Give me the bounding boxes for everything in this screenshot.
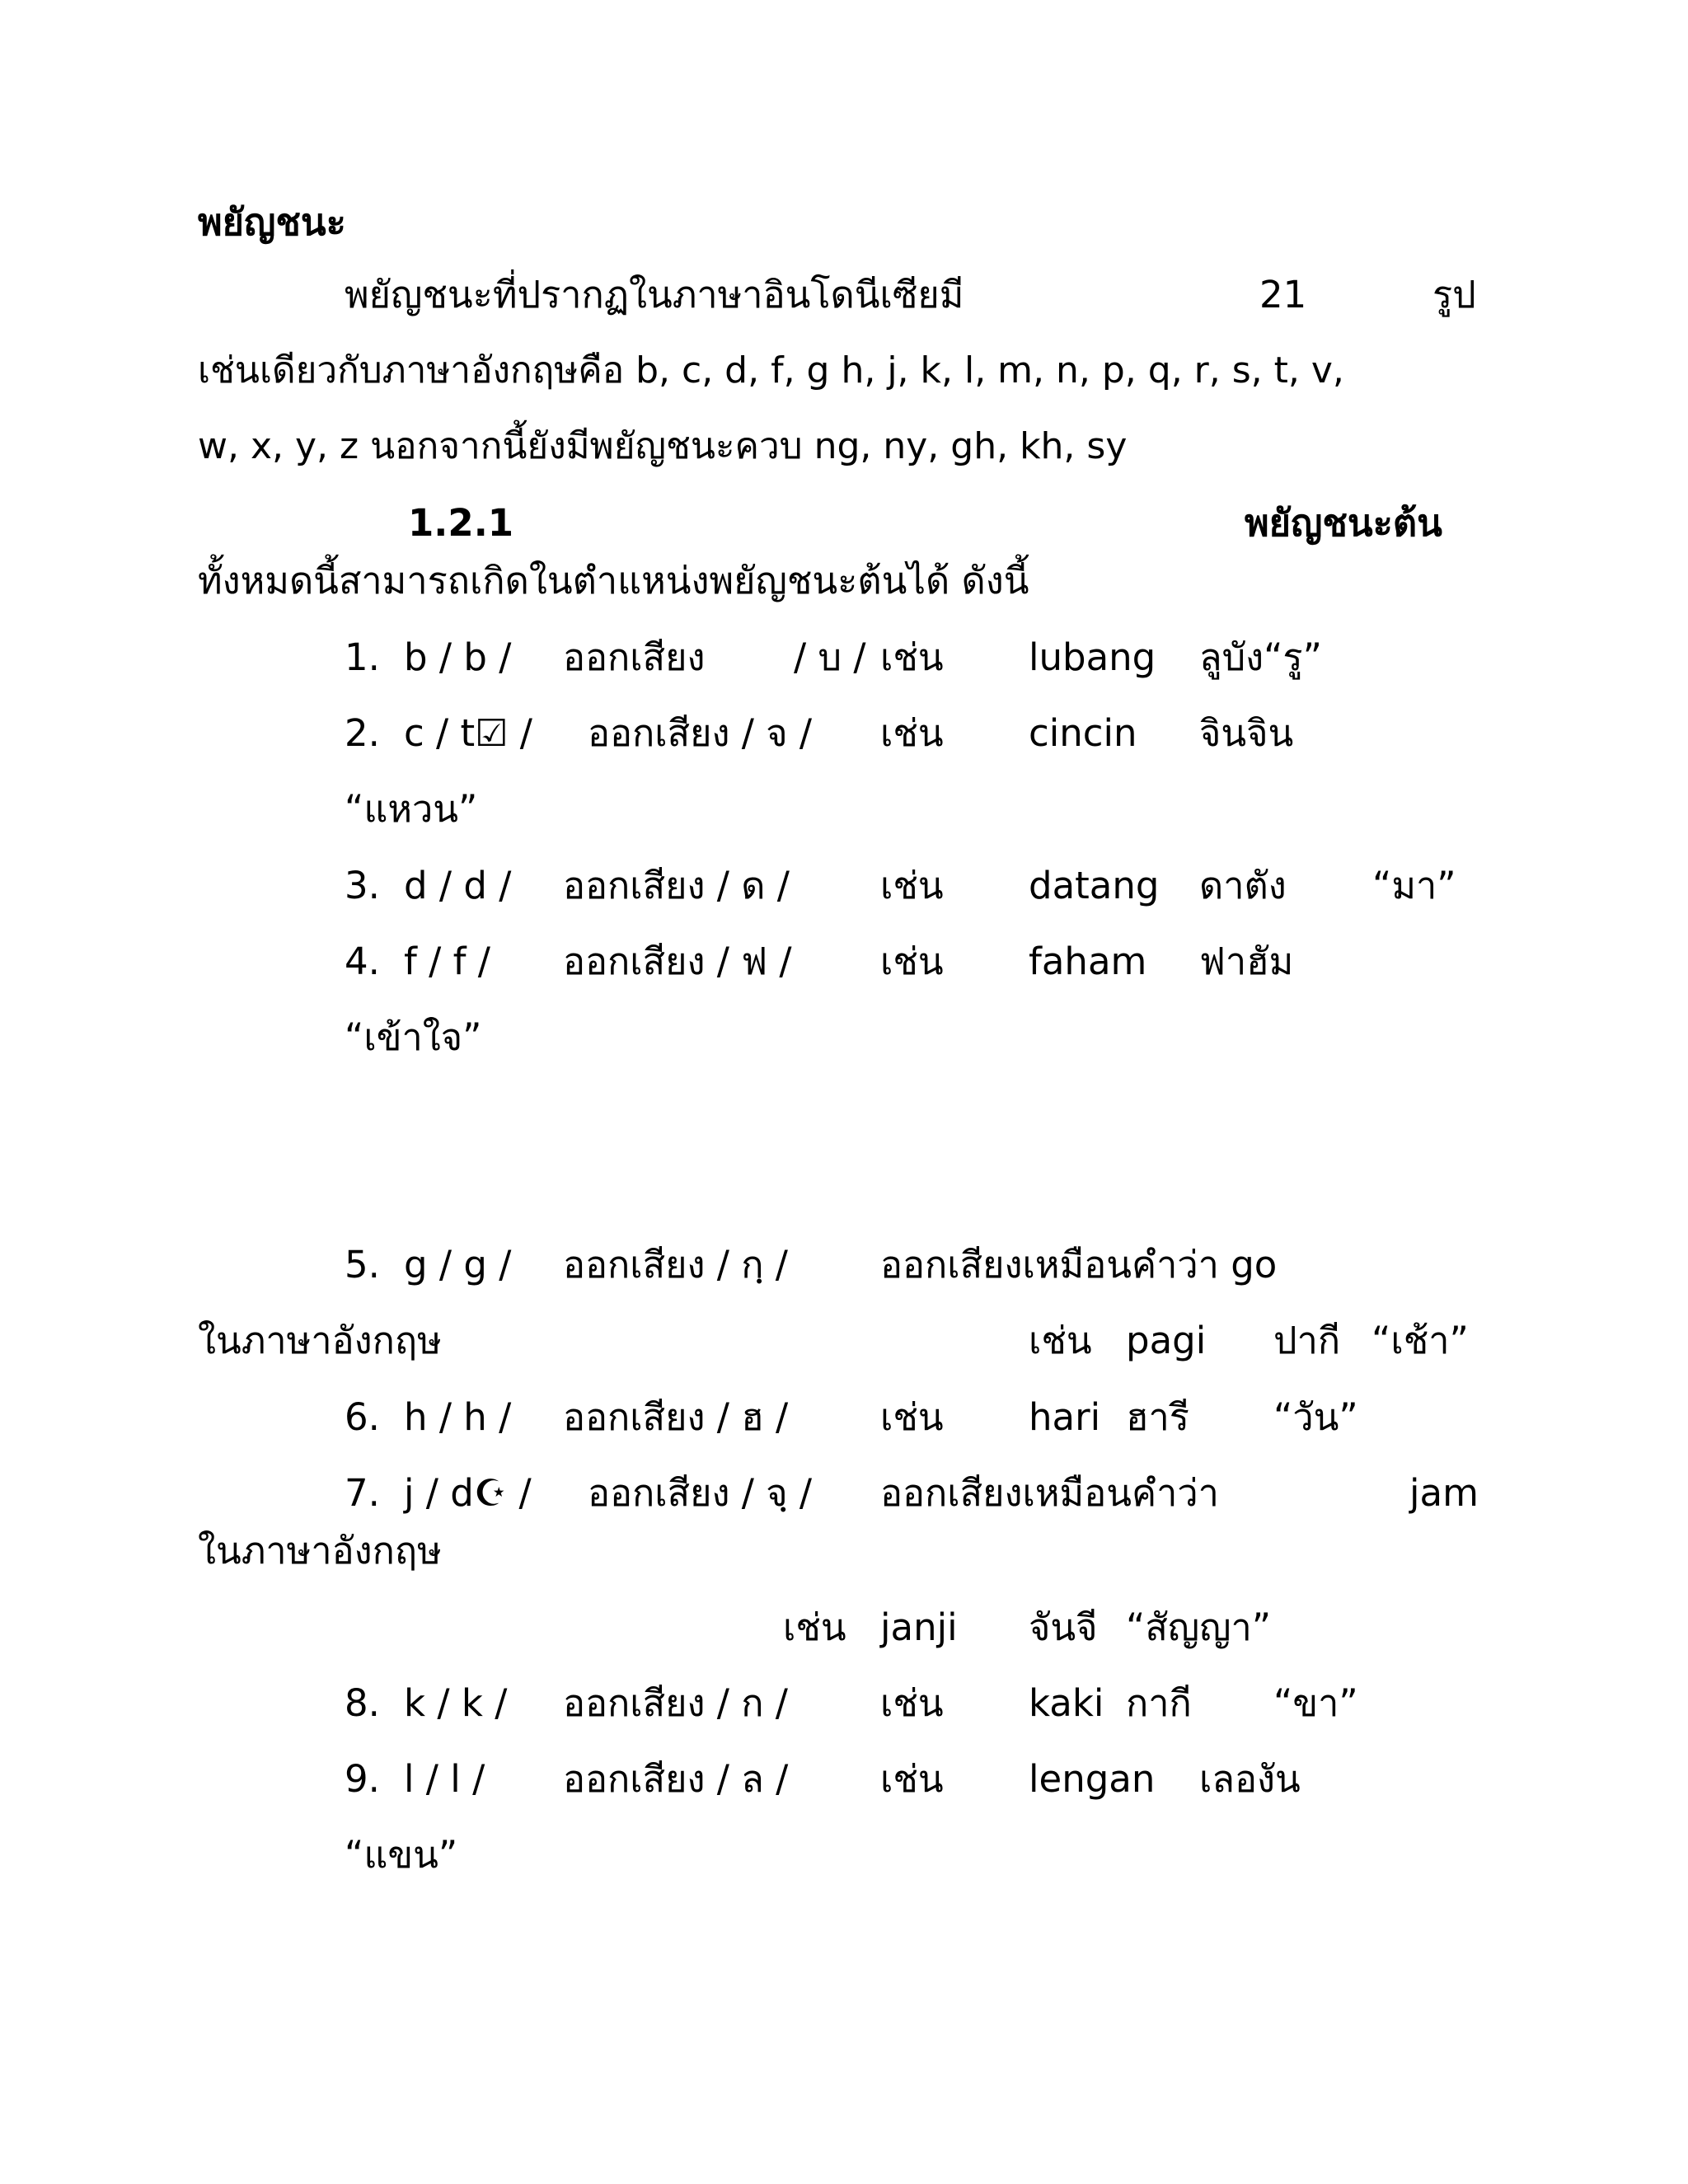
item-example-label: เช่น [880, 940, 944, 983]
item-letter: c / t☑ / [404, 711, 532, 755]
item-number: 1. [345, 635, 380, 679]
item-reading: ฟาฮัม [1199, 940, 1294, 983]
item-pronounce: ออกเสียง / จ / [588, 711, 813, 755]
item-word: pagi [1126, 1319, 1207, 1362]
item-word: kaki [1029, 1681, 1104, 1725]
item-note: ออกเสียงเหมือนคำว่า [880, 1471, 1219, 1515]
item-language: ในภาษาอังกฤษ [198, 1319, 442, 1362]
item-pronounce: ออกเสียง [563, 635, 706, 679]
item-word: hari [1029, 1395, 1101, 1439]
item-letter: d / d / [404, 864, 512, 907]
item-pronounce: ออกเสียง / กฺ / [563, 1243, 788, 1286]
item-pronounce: ออกเสียง / ด / [563, 864, 790, 907]
item-letter: j / d☪ / [404, 1471, 532, 1515]
item-example-label: เช่น [880, 1681, 944, 1725]
item-reading: ปากี [1273, 1319, 1341, 1362]
item-example-label: เช่น [880, 864, 944, 907]
item-reading: จันจี [1029, 1605, 1098, 1649]
item-meaning: “แหวน” [345, 787, 478, 831]
item-word: janji [880, 1605, 958, 1649]
item-example-label: เช่น [880, 711, 944, 755]
item-reading: กากี [1126, 1681, 1192, 1725]
item-english-word: jam [1409, 1471, 1479, 1515]
item-pronounce: ออกเสียง / จฺ / [588, 1471, 813, 1515]
item-example-label: เช่น [880, 635, 944, 679]
intro-line-2: เช่นเดียวกับภาษาอังกฤษคือ b, c, d, f, g h, j, k, l, m, n, p, q, r, s, t, v, [198, 349, 1344, 391]
item-meaning: “มา” [1372, 864, 1456, 907]
section-number: 1.2.1 [408, 501, 514, 545]
item-example-label: เช่น [880, 1395, 944, 1439]
item-meaning: “แขน” [345, 1833, 458, 1877]
intro-unit: รูป [1432, 273, 1476, 316]
section-title: พยัญชนะต้น [1245, 501, 1442, 545]
item-letter: l / l / [404, 1757, 485, 1801]
item-number: 3. [345, 864, 380, 907]
item-example-label: เช่น [880, 1757, 944, 1801]
item-word: lengan [1029, 1757, 1156, 1801]
item-letter: h / h / [404, 1395, 512, 1439]
item-reading: ดาตัง [1199, 864, 1287, 907]
item-number: 4. [345, 940, 380, 983]
item-word: cincin [1029, 711, 1137, 755]
item-word: lubang [1029, 635, 1156, 679]
item-word: datang [1029, 864, 1160, 907]
item-pronounce: ออกเสียง / ก / [563, 1681, 788, 1725]
intro-count: 21 [1259, 273, 1307, 316]
item-letter: k / k / [404, 1681, 508, 1725]
item-meaning: “ขา” [1273, 1681, 1358, 1725]
item-number: 6. [345, 1395, 380, 1439]
item-language: ในภาษาอังกฤษ [198, 1529, 442, 1572]
item-note: ออกเสียงเหมือนคำว่า go [880, 1243, 1278, 1286]
item-reading: เลองัน [1199, 1757, 1301, 1801]
item-number: 7. [345, 1471, 380, 1515]
item-number: 2. [345, 711, 380, 755]
item-meaning: “วัน” [1273, 1395, 1358, 1439]
section-description: ทั้งหมดนี้สามารถเกิดในตำแหน่งพยัญชนะต้นได้ ดังนี้ [198, 559, 1029, 602]
item-example-label: เช่น [783, 1605, 846, 1649]
item-number: 5. [345, 1243, 380, 1286]
intro-line-3: w, x, y, z นอกจากนี้ยังมีพยัญชนะควบ ng, ny, gh, kh, sy [198, 425, 1128, 467]
item-number: 8. [345, 1681, 380, 1725]
item-pronounce: ออกเสียง / ล / [563, 1757, 789, 1801]
intro-text: พยัญชนะที่ปรากฏในภาษาอินโดนีเซียมี [345, 273, 964, 316]
item-reading: จินจิน [1199, 711, 1294, 755]
item-example-label: เช่น [1029, 1319, 1092, 1362]
item-thai-sound: / บ / [794, 635, 866, 679]
item-meaning: “เช้า” [1372, 1319, 1469, 1362]
item-pronounce: ออกเสียง / ฟ / [563, 940, 792, 983]
item-number: 9. [345, 1757, 380, 1801]
heading: พยัญชนะ [198, 200, 346, 244]
item-meaning: “เข้าใจ” [345, 1015, 482, 1059]
item-letter: g / g / [404, 1243, 512, 1286]
item-pronounce: ออกเสียง / ฮ / [563, 1395, 789, 1439]
item-reading: ลูบัง“รู” [1199, 635, 1322, 679]
item-meaning: “สัญญา” [1126, 1605, 1272, 1649]
item-letter: b / b / [404, 635, 512, 679]
item-word: faham [1029, 940, 1147, 983]
item-letter: f / f / [404, 940, 490, 983]
item-reading: ฮารี [1126, 1395, 1189, 1439]
